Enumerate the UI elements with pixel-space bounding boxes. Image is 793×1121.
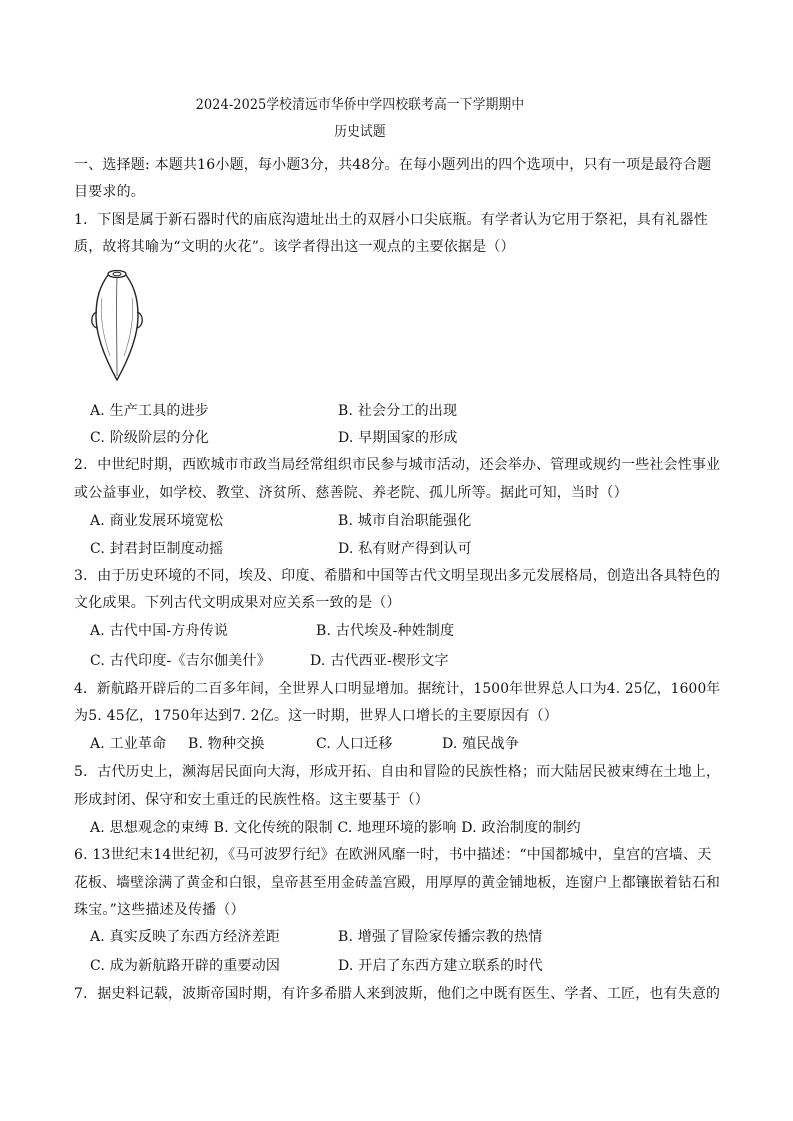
section-instruction-line-2: 目要求的。 [74,184,145,200]
q1-option-b: B. 社会分工的出现 [338,403,458,419]
q3-option-c: C. 古代印度-《吉尔伽美什》 [90,653,271,669]
q6-option-d: D. 开启了东西方建立联系的时代 [338,958,543,974]
q6-option-a: A. 真实反映了东西方经济差距 [90,929,281,945]
q3-option-a: A. 古代中国-方舟传说 [90,623,229,639]
q1-option-a: A. 生产工具的进步 [90,403,210,419]
q1-stem-line-2: 质，故将其喻为“文明的火花”。该学者得出这一观点的主要依据是（） [74,239,515,255]
q2-option-a: A. 商业发展环境宽松 [90,513,224,529]
exam-title: 2024-2025学校清远市华侨中学四校联考高一下学期期中 [195,97,525,113]
q1-stem-line-1: 1．下图是属于新石器时代的庙底沟遗址出土的双唇小口尖底瓶。有学者认为它用于祭祀，具有礼器性 [74,212,708,228]
q1-option-d: D. 早期国家的形成 [338,430,458,446]
q5-stem-line-1: 5．古代历史上，濒海居民面向大海，形成开拓、自由和冒险的民族性格；而大陆居民被束缚在土地上， [74,764,721,780]
q2-stem-line-1: 2．中世纪时期，西欧城市市政当局经常组织市民参与城市活动，还会举办、管理或规约一些社会性事业 [74,457,721,473]
q6-stem-line-1: 6. 13世纪末14世纪初，《马可波罗行纪》在欧洲风靡一时，书中描述：“中国都城中，皇宫的宫墙、天 [74,847,712,863]
q5-stem-line-2: 形成封闭、保守和安土重迁的民族性格。这主要基于（） [74,792,429,808]
q4-option-a: A. 工业革命 [90,736,167,752]
q2-option-c: C. 封君封臣制度动摇 [90,541,224,557]
q5-options: A. 思想观念的束缚 B. 文化传统的限制 C. 地理环境的影响 D. 政治制度的制约 [90,820,581,836]
q2-option-b: B. 城市自治职能强化 [338,513,472,529]
q3-stem-line-1: 3．由于历史环境的不同，埃及、印度、希腊和中国等古代文明呈现出多元发展格局，创造出各具特色的 [74,568,721,584]
q1-option-c: C. 阶级阶层的分化 [90,430,210,446]
q3-stem-line-2: 文化成果。下列古代文明成果对应关系一致的是（） [74,595,401,611]
q6-stem-line-2: 花板、墙壁涂满了黄金和白银，皇帝甚至用金砖盖宫殿，用厚厚的黄金铺地板，连窗户上都镶嵌着钻石和 [74,875,721,891]
q4-option-d: D. 殖民战争 [442,736,520,752]
pottery-vase-illustration [86,268,148,384]
exam-subtitle: 历史试题 [334,124,386,140]
q7-stem-line-1: 7．据史料记载，波斯帝国时期，有许多希腊人来到波斯，他们之中既有医生、学者、工匠，也有失意的 [74,986,721,1002]
q4-stem-line-2: 为5. 45亿，1750年达到7. 2亿。这一时期，世界人口增长的主要原因有（） [74,708,558,724]
q4-option-b: B. 物种交换 [188,736,265,752]
q3-option-d: D. 古代西亚-楔形文字 [310,653,449,669]
q4-stem-line-1: 4．新航路开辟后的二百多年间，全世界人口明显增加。据统计，1500年世界总人口为4. 25亿，1600年 [74,681,721,697]
q3-option-b: B. 古代埃及-种姓制度 [316,623,455,639]
q2-option-d: D. 私有财产得到认可 [338,541,472,557]
q6-option-b: B. 增强了冒险家传播宗教的热情 [338,929,543,945]
section-instruction-line-1: 一、选择题: 本题共16小题，每小题3分，共48分。在每小题列出的四个选项中，只有一项是最符合题 [74,157,712,173]
q6-option-c: C. 成为新航路开辟的重要动因 [90,958,281,974]
q4-option-c: C. 人口迁移 [316,736,393,752]
q2-stem-line-2: 或公益事业，如学校、教堂、济贫所、慈善院、养老院、孤儿所等。据此可知，当时（） [74,485,628,501]
q6-stem-line-3: 珠宝。”这些描述及传播（） [74,902,245,918]
